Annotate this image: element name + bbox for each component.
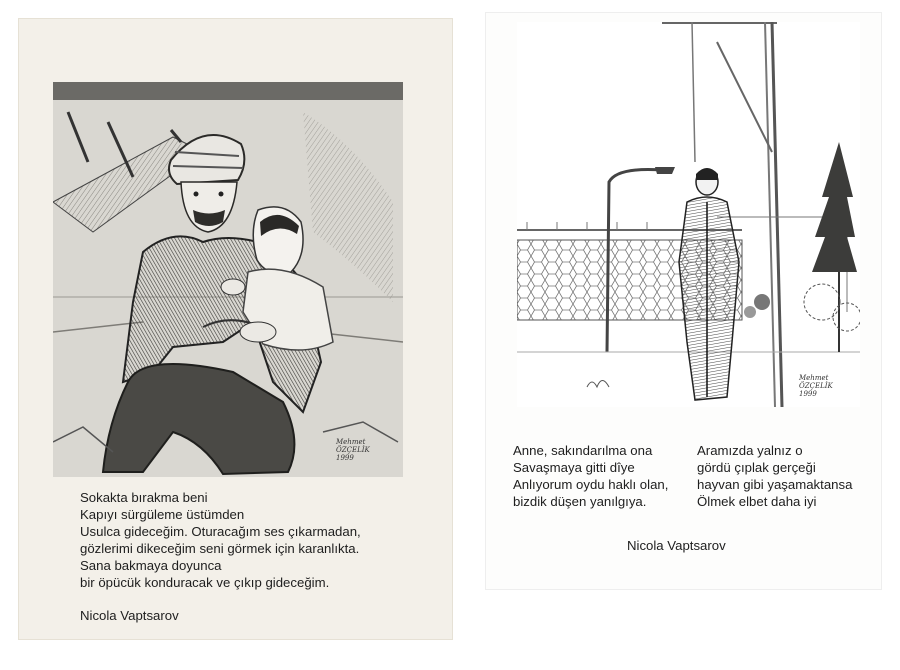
poem-line: bir öpücük konduracak ve çıkıp gideceğim. <box>80 575 330 590</box>
poem-line: Aramızda yalnız o <box>697 443 803 458</box>
poem-line: Ölmek elbet daha iyi <box>697 494 817 509</box>
poem-author: Nicola Vaptsarov <box>627 538 726 553</box>
poem-line: hayvan gibi yaşamaktansa <box>697 477 853 492</box>
poem-line: Sokakta bırakma beni <box>80 490 208 505</box>
poem-line: Sana bakmaya doyunca <box>80 558 222 573</box>
left-postcard <box>18 18 453 640</box>
poem-line: Anlıyorum oydu haklı olan, <box>513 477 669 492</box>
poem-line: Usulca gideceğim. Oturacağım ses çıkarmadan, <box>80 524 361 539</box>
poem-line: bizdik düşen yanılgıya. <box>513 494 647 509</box>
artist-signature: Mehmet ÖZÇELİK 1999 <box>336 438 370 462</box>
poem-line: Anne, sakındarılma ona <box>513 443 653 458</box>
gallows-drawing <box>517 22 860 407</box>
poem-author: Nicola Vaptsarov <box>80 608 179 623</box>
poem-left <box>80 489 361 591</box>
poem-line: gözlerimi dikeceğim seni görmek için karanlıkta. <box>80 541 360 556</box>
poem-line: Savaşmaya gitti dîye <box>513 460 635 475</box>
artist-signature: Mehmet ÖZÇELİK 1999 <box>799 374 833 398</box>
man-with-child-sketch <box>53 82 403 477</box>
poem-right-column-1 <box>513 442 668 510</box>
poem-line: gördü çıplak gerçeği <box>697 460 816 475</box>
poem-line: Kapıyı sürgüleme üstümden <box>80 507 245 522</box>
right-postcard <box>485 12 882 590</box>
man-with-child-drawing <box>53 82 403 477</box>
gallows-sketch <box>517 22 860 407</box>
poem-right-column-2 <box>697 442 852 510</box>
